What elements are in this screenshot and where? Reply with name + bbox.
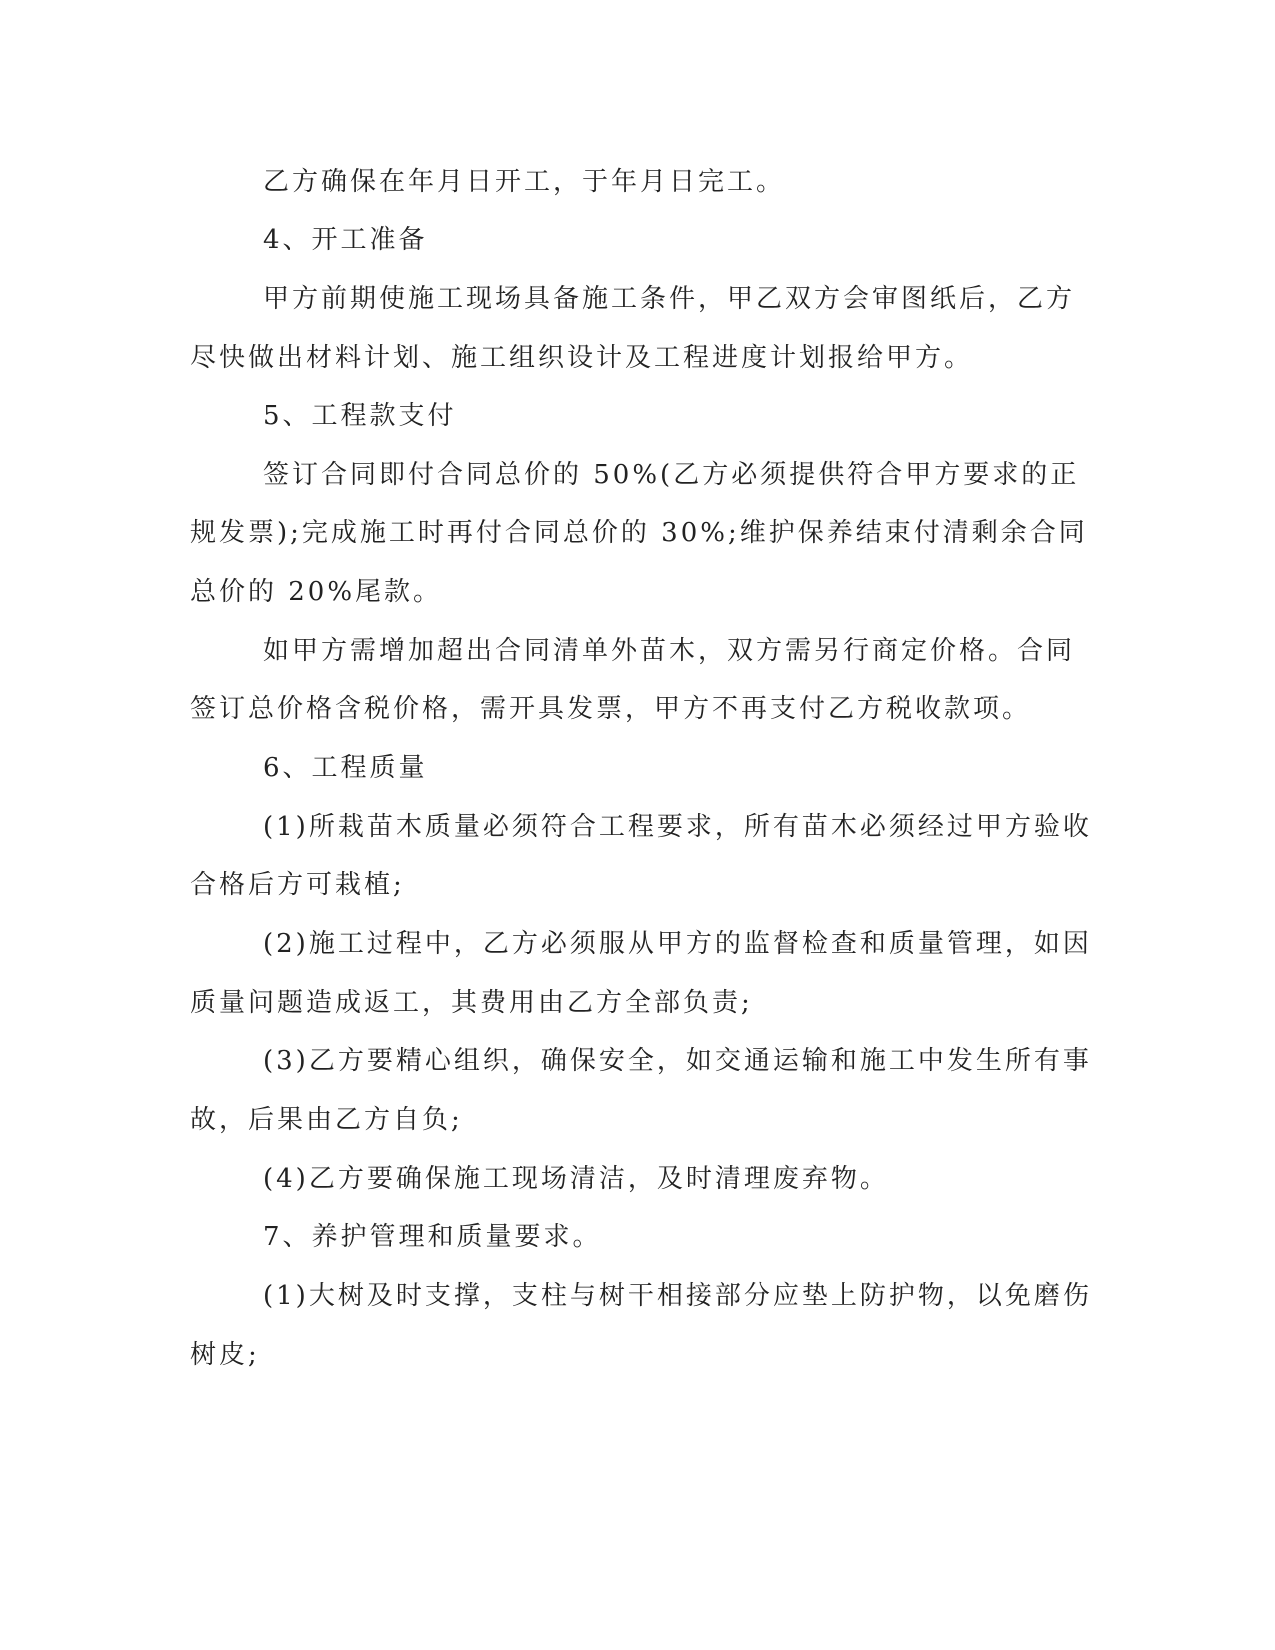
paragraph-line: 故，后果由乙方自负; (190, 1105, 463, 1135)
paragraph-line: 规发票);完成施工时再付合同总价的 30%;维护保养结束付清剩余合同 (190, 518, 1088, 548)
paragraph-line: (1)所栽苗木质量必须符合工程要求，所有苗木必须经过甲方验收 (263, 812, 1092, 842)
paragraph-line: (2)施工过程中，乙方必须服从甲方的监督检查和质量管理，如因 (263, 929, 1092, 959)
section-heading: 4、开工准备 (263, 225, 428, 255)
paragraph-line: 树皮; (190, 1340, 260, 1370)
paragraph-line: 签订总价格含税价格，需开具发票，甲方不再支付乙方税收款项。 (190, 694, 1032, 724)
paragraph-line: 尽快做出材料计划、施工组织设计及工程进度计划报给甲方。 (190, 343, 974, 373)
paragraph-line: 签订合同即付合同总价的 50%(乙方必须提供符合甲方要求的正 (263, 460, 1080, 490)
paragraph-line: 乙方确保在年月日开工，于年月日完工。 (263, 167, 786, 197)
paragraph-line: (1)大树及时支撑，支柱与树干相接部分应垫上防护物，以免磨伤 (263, 1281, 1092, 1311)
section-heading: 5、工程款支付 (263, 401, 457, 431)
paragraph-line: (4)乙方要确保施工现场清洁，及时清理废弃物。 (263, 1164, 889, 1194)
paragraph-line: (3)乙方要精心组织，确保安全，如交通运输和施工中发生所有事 (263, 1046, 1092, 1076)
paragraph-line: 合格后方可栽植; (190, 870, 405, 900)
section-heading: 6、工程质量 (263, 753, 428, 783)
paragraph-line: 质量问题造成返工，其费用由乙方全部负责; (190, 988, 753, 1018)
paragraph-line: 如甲方需增加超出合同清单外苗木，双方需另行商定价格。合同 (263, 636, 1076, 666)
paragraph-line: 总价的 20%尾款。 (190, 577, 443, 607)
section-heading: 7、养护管理和质量要求。 (263, 1222, 602, 1252)
paragraph-line: 甲方前期使施工现场具备施工条件，甲乙双方会审图纸后，乙方 (263, 284, 1076, 314)
